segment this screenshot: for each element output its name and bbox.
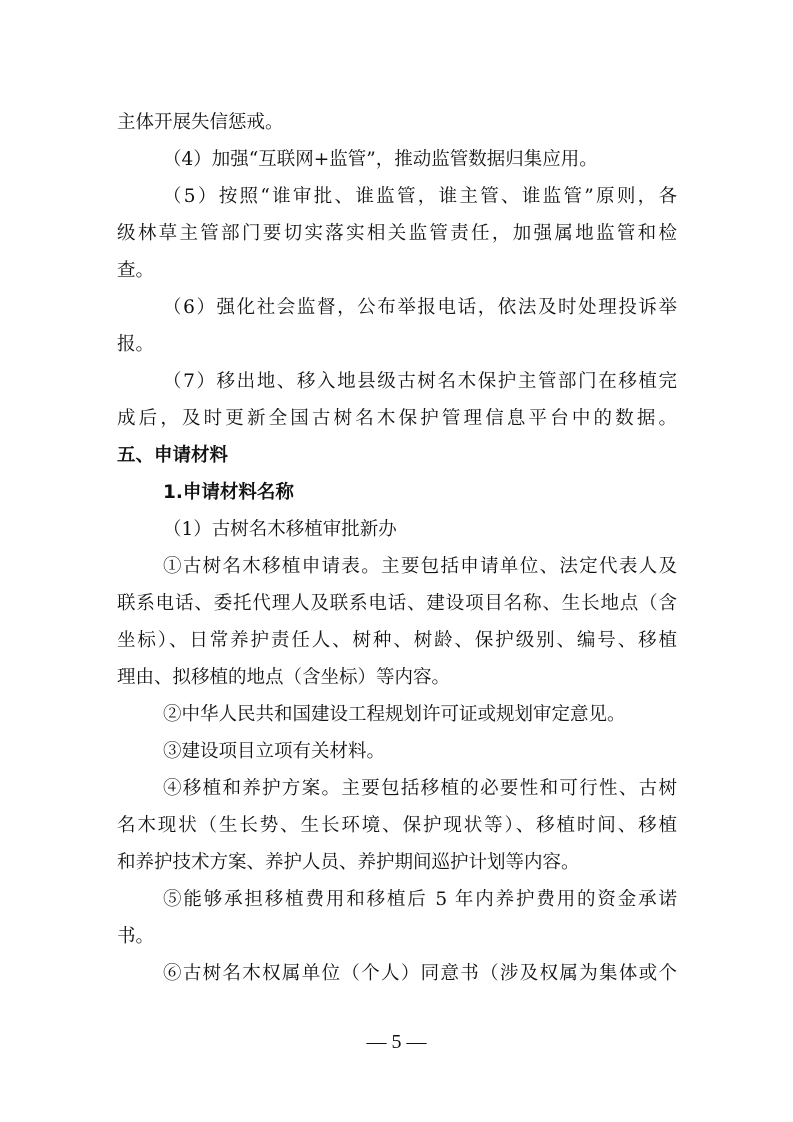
text-line-22: ⑤能够承担移植费用和移植后 5 年内养护费用的资金承诺: [163, 889, 677, 910]
text-line-8: （7）移出地、移入地县级古树名木保护主管部门在移植完: [163, 371, 677, 392]
text-line-19: ④移植和养护方案。主要包括移植的必要性和可行性、古树: [163, 778, 677, 799]
text-line-23: 书。: [117, 926, 155, 947]
text-line-4: 级林草主管部门要切实落实相关监管责任，加强属地监管和检: [117, 223, 677, 244]
text-line-16: 理由、拟移植的地点（含坐标）等内容。: [117, 667, 451, 688]
subsection-heading: 1.申请材料名称: [163, 482, 294, 503]
text-line-17: ②中华人民共和国建设工程规划许可证或规划审定意见。: [163, 704, 626, 725]
text-line-3: （5）按照“谁审批、谁监管，谁主管、谁监管”原则，各: [163, 186, 677, 207]
text-line-6: （6）强化社会监督，公布举报电话，依法及时处理投诉举: [163, 297, 677, 318]
section-heading: 五、申请材料: [117, 445, 229, 466]
text-line-21: 和养护技术方案、养护人员、养护期间巡护计划等内容。: [117, 852, 580, 873]
page-number: — 5 —: [366, 1031, 427, 1053]
text-line-5: 查。: [117, 260, 155, 281]
text-line-20: 名木现状（生长势、生长环境、保护现状等）、移植时间、移植: [117, 815, 677, 836]
text-line-24: ⑥古树名木权属单位（个人）同意书（涉及权属为集体或个: [163, 963, 677, 984]
text-line-9: 成后，及时更新全国古树名木保护管理信息平台中的数据。: [117, 408, 677, 429]
text-line-7: 报。: [117, 334, 155, 355]
item-heading: （1）古树名木移植审批新办: [163, 519, 397, 540]
text-line-14: 联系电话、委托代理人及联系电话、建设项目名称、生长地点（含: [117, 593, 677, 614]
text-line-18: ③建设项目立项有关材料。: [163, 741, 386, 762]
text-line-15: 坐标）、日常养护责任人、树种、树龄、保护级别、编号、移植: [117, 630, 677, 651]
text-line-2: （4）加强“互联网+监管”，推动监管数据归集应用。: [163, 149, 598, 170]
text-line-13: ①古树名木移植申请表。主要包括申请单位、法定代表人及: [163, 556, 677, 577]
text-line-1: 主体开展失信惩戒。: [117, 112, 284, 133]
